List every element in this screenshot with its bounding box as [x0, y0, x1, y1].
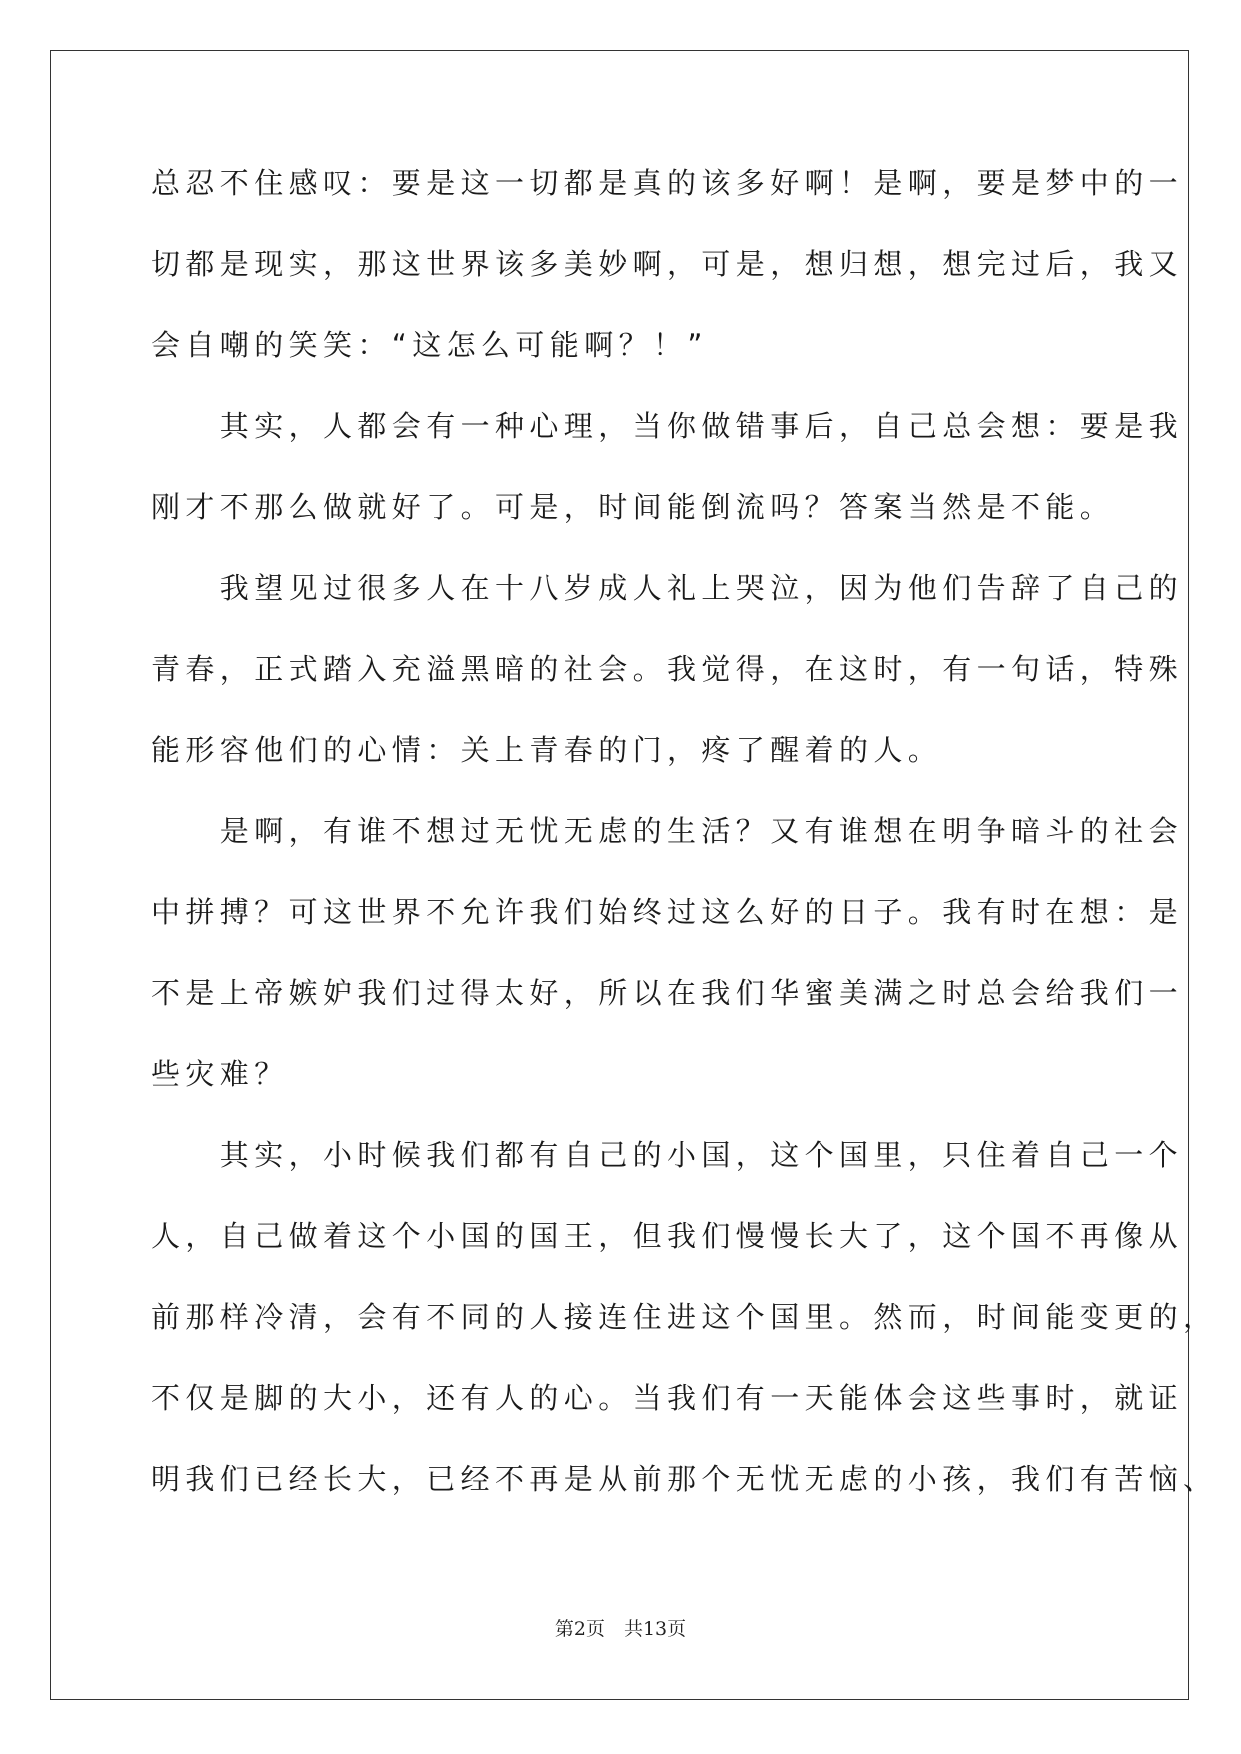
- page-border: [50, 50, 1189, 1700]
- text-line: 是啊，有谁不想过无忧无虑的生活？又有谁想在明争暗斗的社会: [151, 814, 1184, 848]
- text-line: 青春，正式踏入充溢黑暗的社会。我觉得，在这时，有一句话，特殊: [151, 652, 1184, 686]
- text-line: 会自嘲的笑笑：“这怎么可能啊？！”: [151, 328, 708, 362]
- text-line: 总忍不住感叹：要是这一切都是真的该多好啊！是啊，要是梦中的一: [151, 166, 1184, 200]
- text-line: 我望见过很多人在十八岁成人礼上哭泣，因为他们告辞了自己的: [151, 571, 1184, 605]
- text-line: 人，自己做着这个小国的国王，但我们慢慢长大了，这个国不再像从: [151, 1219, 1184, 1253]
- text-line: 前那样冷清，会有不同的人接连住进这个国里。然而，时间能变更的，: [151, 1300, 1218, 1334]
- text-line: 些灾难？: [151, 1057, 289, 1091]
- text-line: 中拼搏？可这世界不允许我们始终过这么好的日子。我有时在想：是: [151, 895, 1184, 929]
- text-line: 能形容他们的心情：关上青春的门，疼了醒着的人。: [151, 733, 943, 767]
- page-number-footer: 第2页 共13页: [554, 1618, 687, 1640]
- text-line: 不是上帝嫉妒我们过得太好，所以在我们华蜜美满之时总会给我们一: [151, 976, 1184, 1010]
- text-line: 其实，小时候我们都有自己的小国，这个国里，只住着自己一个: [151, 1138, 1184, 1172]
- text-line: 不仅是脚的大小，还有人的心。当我们有一天能体会这些事时，就证: [151, 1381, 1184, 1415]
- text-line: 切都是现实，那这世界该多美妙啊，可是，想归想，想完过后，我又: [151, 247, 1184, 281]
- text-line: 刚才不那么做就好了。可是，时间能倒流吗？答案当然是不能。: [151, 490, 1115, 524]
- text-line: 其实，人都会有一种心理，当你做错事后，自己总会想：要是我: [151, 409, 1184, 443]
- text-line: 明我们已经长大，已经不再是从前那个无忧无虑的小孩，我们有苦恼、: [151, 1462, 1218, 1496]
